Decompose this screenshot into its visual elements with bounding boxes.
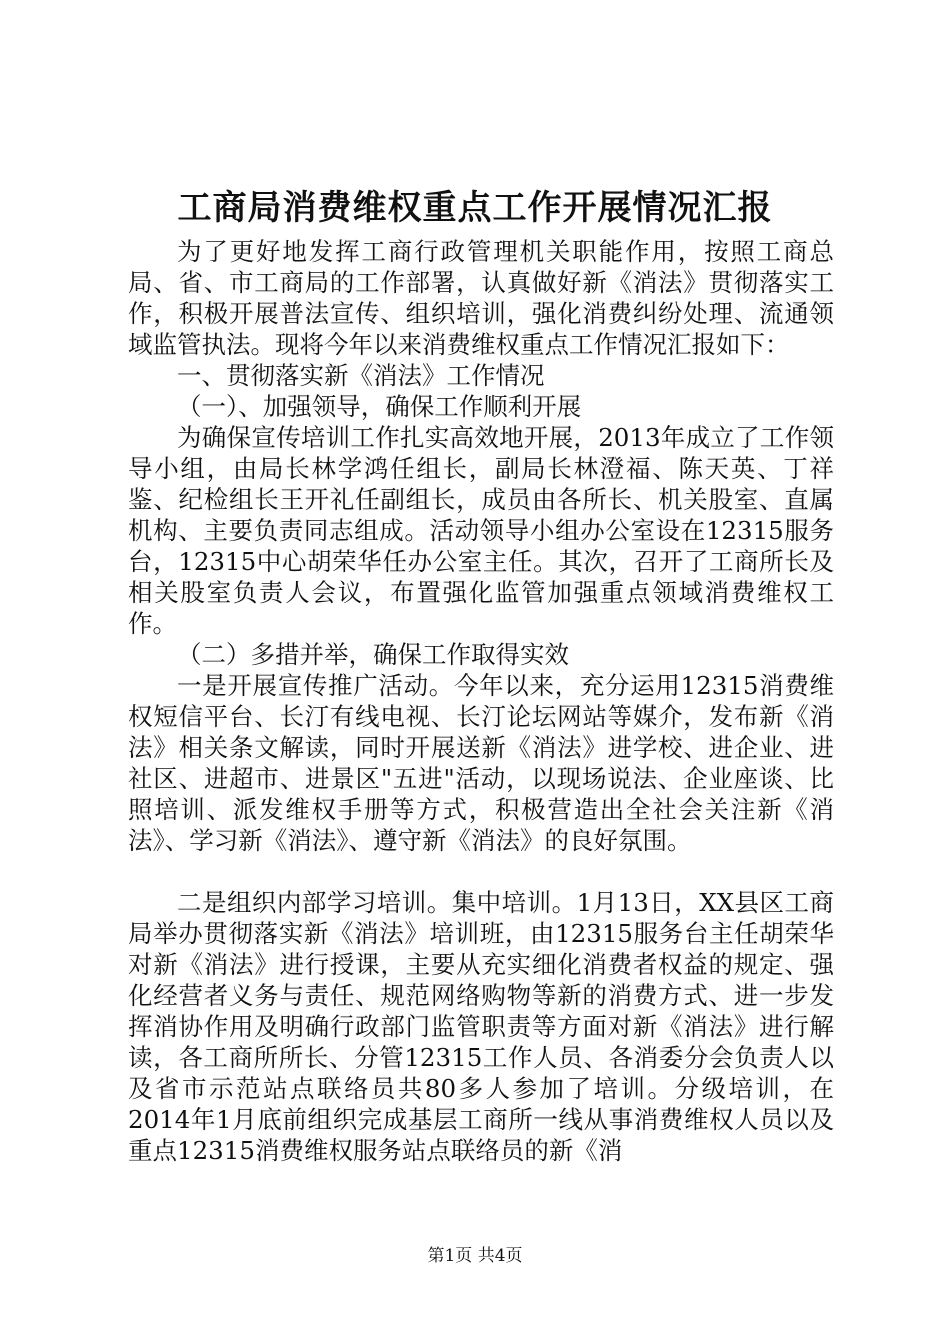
subsection-heading-1: （一）、加强领导，确保工作顺利开展 xyxy=(177,392,582,421)
document-body xyxy=(128,236,834,1166)
document-title: 工商局消费维权重点工作开展情况汇报 xyxy=(177,188,773,228)
intro-paragraph: 为了更好地发挥工商行政管理机关职能作用，按照工商总局、省、市工商局的工作部署，认真做好新《消法》贯彻落实工作，积极开展普法宣传、组织培训，强化消费纠纷处理、流通领域监管执法。现将今年以来消费维权重点工作情况汇报如下： xyxy=(128,237,834,359)
page-number-footer: 第1页 共4页 xyxy=(427,1246,523,1266)
subsection-heading-2: （二）多措并举，确保工作取得实效 xyxy=(177,640,569,669)
leadership-paragraph: 为确保宣传培训工作扎实高效地开展，2013年成立了工作领导小组，由局长林学鸿任组长，副局长林澄福、陈天英、丁祥鉴、纪检组长王开礼任副组长，成员由各所长、机关股室、直属机构、主要负责同志组成。活动领导小组办公室设在12315服务台，12315中心胡荣华任办公室主任。其次，召开了工商所长及相关股室负责人会议，布置强化监管加强重点领域消费维权工作。 xyxy=(128,423,834,638)
section-heading-1: 一、贯彻落实新《消法》工作情况 xyxy=(177,361,545,390)
training-paragraph: 二是组织内部学习培训。集中培训。1月13日，XX县区工商局举办贯彻落实新《消法》培训班，由12315服务台主任胡荣华对新《消法》进行授课，主要从充实细化消费者权益的规定、强化经营者义务与责任、规范网络购物等新的消费方式、进一步发挥消协作用及明确行政部门监管职责等方面对新《消法》进行解读，各工商所所长、分管12315工作人员、各消委分会负责人以及省市示范站点联络员共80多人参加了培训。分级培训，在2014年1月底前组织完成基层工商所一线从事消费维权人员以及重点12315消费维权服务站点联络员的新《消 xyxy=(128,888,834,1165)
publicity-paragraph: 一是开展宣传推广活动。今年以来，充分运用12315消费维权短信平台、长汀有线电视、长汀论坛网站等媒介，发布新《消法》相关条文解读，同时开展送新《消法》进学校、进企业、进社区、进超市、进景区"五进"活动，以现场说法、企业座谈、比照培训、派发维权手册等方式，积极营造出全社会关注新《消法》、学习新《消法》、遵守新《消法》的良好氛围。 xyxy=(128,671,834,855)
